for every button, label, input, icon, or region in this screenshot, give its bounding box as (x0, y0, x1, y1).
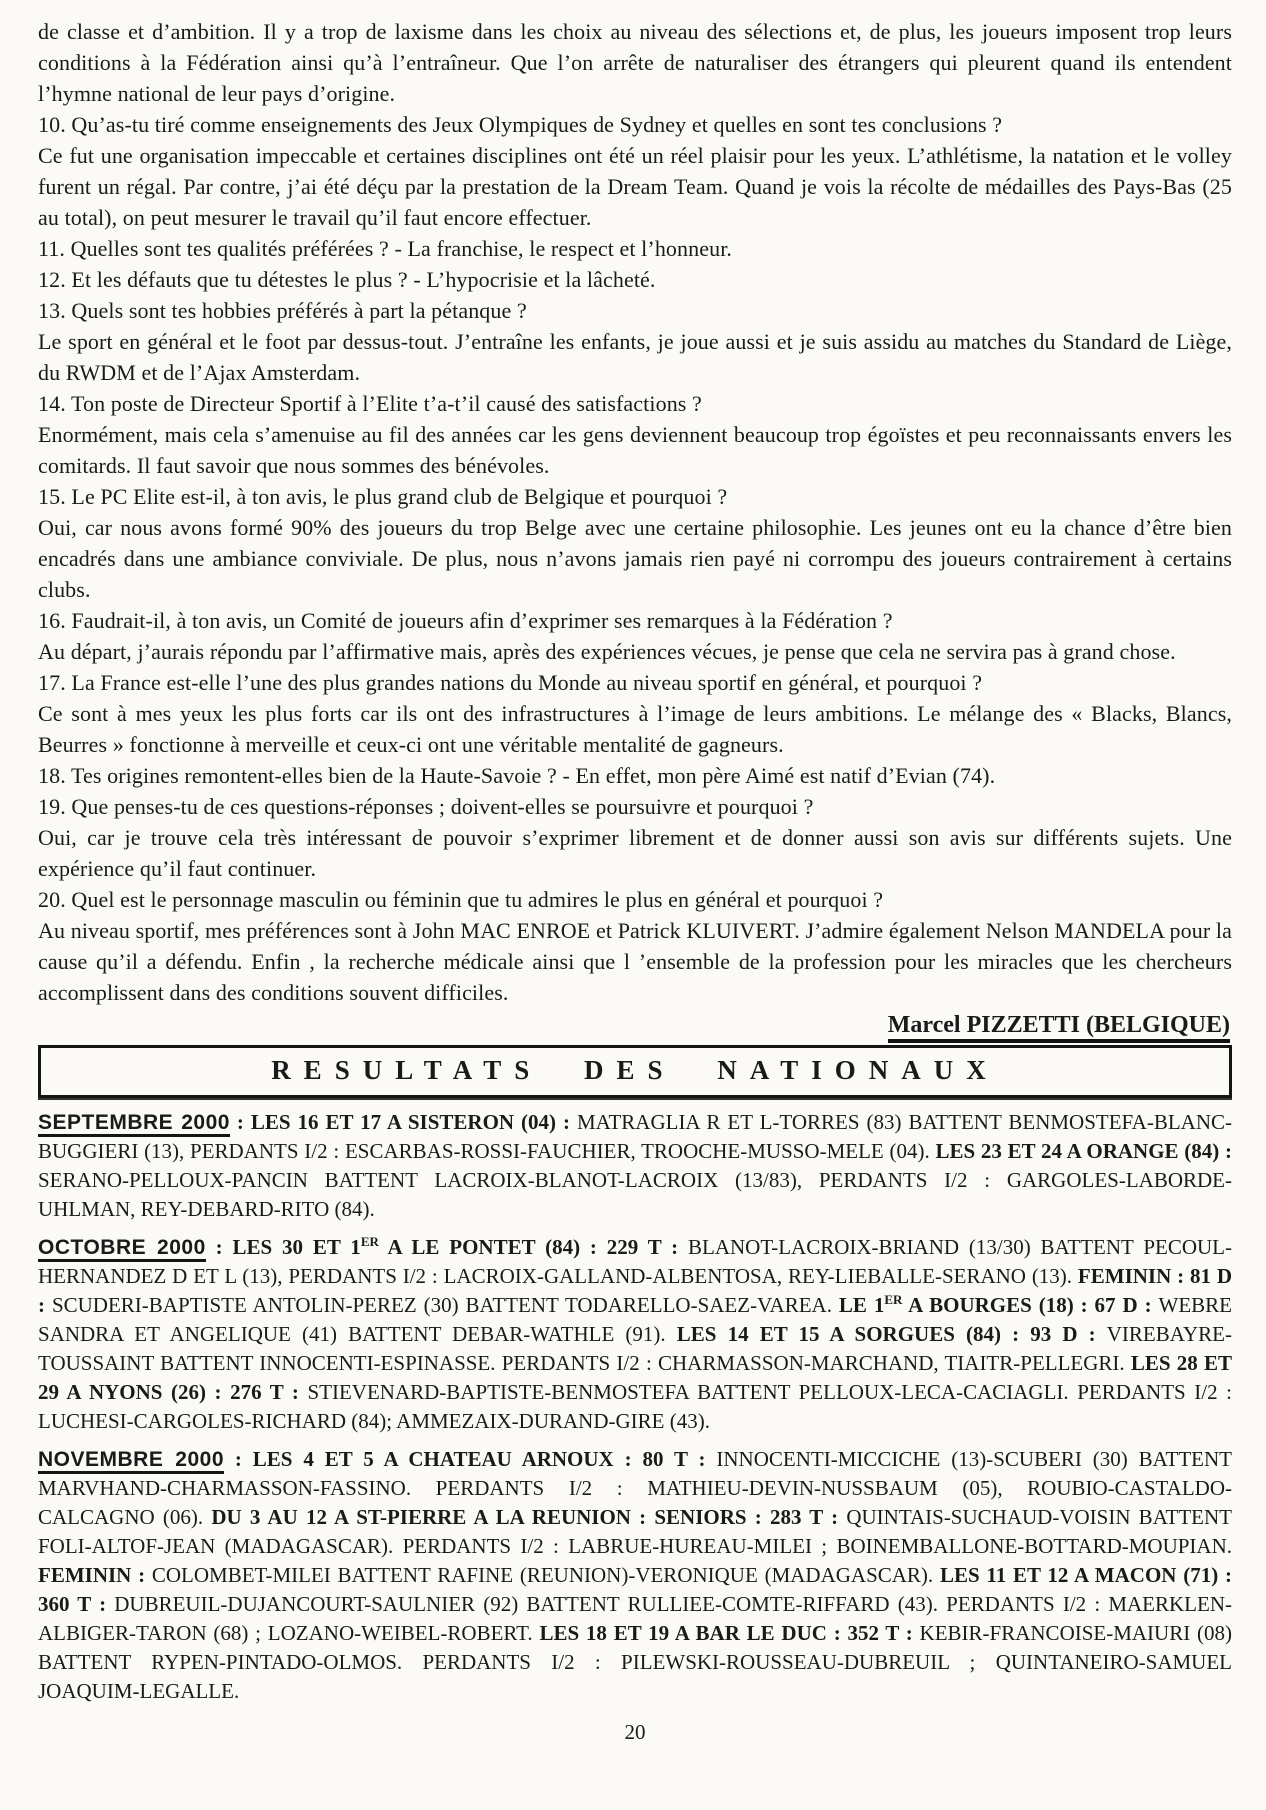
interview-section (38, 16, 1232, 1008)
interview-paragraph: Ce sont à mes yeux les plus forts car ils ont des infrastructures à l’image de leurs ambitions. Le mélange des « Blacks, Blancs, Beurres » fonctionne à merveille et ceux-ci ont une véritable mentalité de gagneurs. (38, 701, 1232, 757)
interview-paragraph: de classe et d’ambition. Il y a trop de laxisme dans les choix au niveau des sélections et, de plus, les joueurs imposent trop leurs conditions à la Fédération ainsi qu’à l’entraîneur. Que l’on arrête de naturaliser des étrangers qui pleurent quand ils entendent l’hymne national de leur pays d’origine. (38, 19, 1232, 106)
event-label: LES 18 ET 19 A BAR LE DUC : 352 T : (539, 1621, 920, 1645)
ordinal-superscript: ER (884, 1292, 903, 1307)
interview-paragraph: 15. Le PC Elite est-il, à ton avis, le plus grand club de Belgique et pourquoi ? (38, 484, 728, 509)
result-text: BLANOT-LACROIX-BRIAND (13/30) BATTENT PECOUL-HERNANDEZ D ET L (13), PERDANTS I/2 : LACROIX-GALLAND-ALBENTOSA, REY-LIEBALLE-SERANO (13). (38, 1235, 1233, 1288)
event-label: FEMININ : 81 D : (38, 1264, 1232, 1317)
results-entry (38, 1233, 1232, 1436)
results-header-title: RESULTATS DES NATIONAUX (271, 1055, 999, 1085)
interview-paragraph: 19. Que penses-tu de ces questions-réponses ; doivent-elles se poursuivre et pourquoi ? (38, 794, 814, 819)
event-label: : (205, 1235, 233, 1259)
interview-paragraph: Oui, car je trouve cela très intéressant de pouvoir s’exprimer librement et de donner aussi son avis sur différents sujets. Une expérience qu’il faut continuer. (38, 825, 1232, 881)
interview-paragraph: 16. Faudrait-il, à ton avis, un Comité de joueurs afin d’exprimer ses remarques à la Fédération ? (38, 608, 893, 633)
event-label: LES 16 ET 17 A SISTERON (04) : (250, 1110, 577, 1134)
interview-paragraph: 13. Quels sont tes hobbies préférés à part la pétanque ? (38, 298, 527, 323)
page-number: 20 (624, 1720, 646, 1744)
interview-paragraph: Ce fut une organisation impeccable et certaines disciplines ont été un réel plaisir pour les yeux. L’athlétisme, la natation et le volley furent un régal. Par contre, j’ai été déçu par la prestation de la Dream Team. Quand je vois la récolte de médailles des Pays-Bas (25 au total), on peut mesurer le travail qu’il faut encore effectuer. (38, 143, 1232, 230)
result-text: KEBIR-FRANCOISE-MAIURI (08) BATTENT RYPEN-PINTADO-OLMOS. PERDANTS I/2 : PILEWSKI-ROUSSEAU-DUBREUIL ; QUINTANEIRO-SAMUEL JOAQUIM-LEGALLE. (38, 1621, 1232, 1703)
interview-paragraph: 14. Ton poste de Directeur Sportif à l’Elite t’a-t’il causé des satisfactions ? (38, 391, 702, 416)
event-label: LES 11 ET 12 A MACON (71) : 360 T : (38, 1563, 1232, 1616)
ordinal-superscript: ER (360, 1234, 379, 1249)
event-label: : (229, 1110, 251, 1134)
result-text: SERANO-PELLOUX-PANCIN BATTENT LACROIX-BLANOT-LACROIX (13/83), PERDANTS I/2 : GARGOLES-LABORDE-UHLMAN, REY-DEBARD-RITO (84). (38, 1168, 1232, 1221)
month-label: NOVEMBRE 2000 (38, 1448, 224, 1474)
interview-paragraph: 20. Quel est le personnage masculin ou féminin que tu admires le plus en général et pourquoi ? (38, 887, 884, 912)
event-label: LES 30 ET 1 (232, 1235, 361, 1259)
month-label: SEPTEMBRE 2000 (38, 1111, 230, 1137)
month-label: OCTOBRE 2000 (38, 1236, 206, 1262)
interview-paragraph: 12. Et les défauts que tu détestes le plus ? - L’hypocrisie et la lâcheté. (38, 267, 656, 292)
interview-paragraph: 18. Tes origines remontent-elles bien de la Haute-Savoie ? - En effet, mon père Aimé est natif d’Evian (74). (38, 763, 996, 788)
result-text: COLOMBET-MILEI BATTENT RAFINE (REUNION)-VERONIQUE (MADAGASCAR). (151, 1563, 940, 1587)
interview-paragraph: Enormément, mais cela s’amenuise au fil des années car les gens deviennent beaucoup trop égoïstes et peu reconnaissants envers les comitards. Il faut savoir que nous sommes des bénévoles. (38, 422, 1232, 478)
results-section (38, 1108, 1232, 1706)
results-entry (38, 1108, 1232, 1224)
result-text: QUINTAIS-SUCHAUD-VOISIN BATTENT FOLI-ALTOF-JEAN (MADAGASCAR). PERDANTS I/2 : LABRUE-HUREAU-MILEI ; BOINEMBALLONE-BOTTARD-MOUPIAN. (38, 1505, 1233, 1558)
signature-row (38, 1012, 1230, 1039)
event-label: LE 1 (838, 1293, 885, 1317)
page-number-row (38, 1720, 1232, 1745)
interview-paragraph: Au niveau sportif, mes préférences sont à John MAC ENROE et Patrick KLUIVERT. J’admire également Nelson MANDELA pour la cause qu’il a défendu. Enfin , la recherche médicale ainsi que l ’ensemble de la profession pour les miracles que les chercheurs accomplissent dans des conditions souvent difficiles. (38, 918, 1232, 1005)
event-label: DU 3 AU 12 A ST-PIERRE A LA REUNION : SENIORS : 283 T : (211, 1505, 847, 1529)
result-text: SCUDERI-BAPTISTE ANTOLIN-PEREZ (30) BATTENT TODARELLO-SAEZ-VAREA. (51, 1293, 839, 1317)
event-label: : (224, 1447, 253, 1471)
interview-paragraph: 17. La France est-elle l’une des plus grandes nations du Monde au niveau sportif en général, et pourquoi ? (38, 670, 983, 695)
interview-paragraph: 11. Quelles sont tes qualités préférées ? - La franchise, le respect et l’honneur. (38, 236, 733, 261)
result-text: MATRAGLIA R ET L-TORRES (83) BATTENT BENMOSTEFA-BLANC-BUGGIERI (13), PERDANTS I/2 : ESCARBAS-ROSSI-FAUCHIER, TROOCHE-MUSSO-MELE (04). (38, 1110, 1232, 1163)
result-text: DUBREUIL-DUJANCOURT-SAULNIER (92) BATTENT RULLIEE-COMTE-RIFFARD (43). PERDANTS I/2 : MAERKLEN-ALBIGER-TARON (68) ; LOZANO-WEIBEL-ROBERT. (38, 1592, 1232, 1645)
interview-paragraph: Au départ, j’aurais répondu par l’affirmative mais, après des expériences vécues, je pense que cela ne servira pas à grand chose. (38, 639, 1176, 664)
interview-paragraph: Le sport en général et le foot par dessus-tout. J’entraîne les enfants, je joue aussi et je suis assidu au matches du Standard de Liège, du RWDM et de l’Ajax Amsterdam. (38, 329, 1232, 385)
results-header-box (38, 1045, 1232, 1098)
event-label: A LE PONTET (84) : 229 T : (378, 1235, 688, 1259)
event-label: LES 28 ET 29 A NYONS (26) : 276 T : (38, 1351, 1232, 1404)
result-text: WEBRE SANDRA ET ANGELIQUE (41) BATTENT DEBAR-WATHLE (91). (38, 1293, 1233, 1346)
event-label: LES 14 ET 15 A SORGUES (84) : 93 D : (676, 1322, 1107, 1346)
event-label: LES 23 ET 24 A ORANGE (84) : (935, 1139, 1233, 1163)
results-entry (38, 1445, 1232, 1706)
result-text: VIREBAYRE-TOUSSAINT BATTENT INNOCENTI-ESPINASSE. PERDANTS I/2 : CHARMASSON-MARCHAND, TIAITR-PELLEGRI. (38, 1322, 1232, 1375)
result-text: STIEVENARD-BAPTISTE-BENMOSTEFA BATTENT PELLOUX-LECA-CACIAGLI. PERDANTS I/2 : LUCHESI-CARGOLES-RICHARD (84); AMMEZAIX-DURAND-GIRE (43). (38, 1380, 1232, 1433)
interview-paragraph: Oui, car nous avons formé 90% des joueurs du trop Belge avec une certaine philosophie. Les jeunes ont eu la chance d’être bien encadrés dans une ambiance conviviale. De plus, nous n’avons jamais rien payé ni corrompu des joueurs contrairement à certains clubs. (38, 515, 1232, 602)
event-label: LES 4 ET 5 A CHATEAU ARNOUX : 80 T : (252, 1447, 717, 1471)
event-label: A BOURGES (18) : 67 D : (902, 1293, 1159, 1317)
result-text: INNOCENTI-MICCICHE (13)-SCUBERI (30) BATTENT MARVHAND-CHARMASSON-FASSINO. PERDANTS I/2 : MATHIEU-DEVIN-NUSSBAUM (05), ROUBIO-CASTALDO-CALCAGNO (06). (38, 1447, 1232, 1529)
signature: Marcel PIZZETTI (BELGIQUE) (888, 1012, 1230, 1043)
interview-paragraph: 10. Qu’as-tu tiré comme enseignements des Jeux Olympiques de Sydney et quelles en sont tes conclusions ? (38, 112, 1003, 137)
event-label: FEMININ : (38, 1563, 152, 1587)
